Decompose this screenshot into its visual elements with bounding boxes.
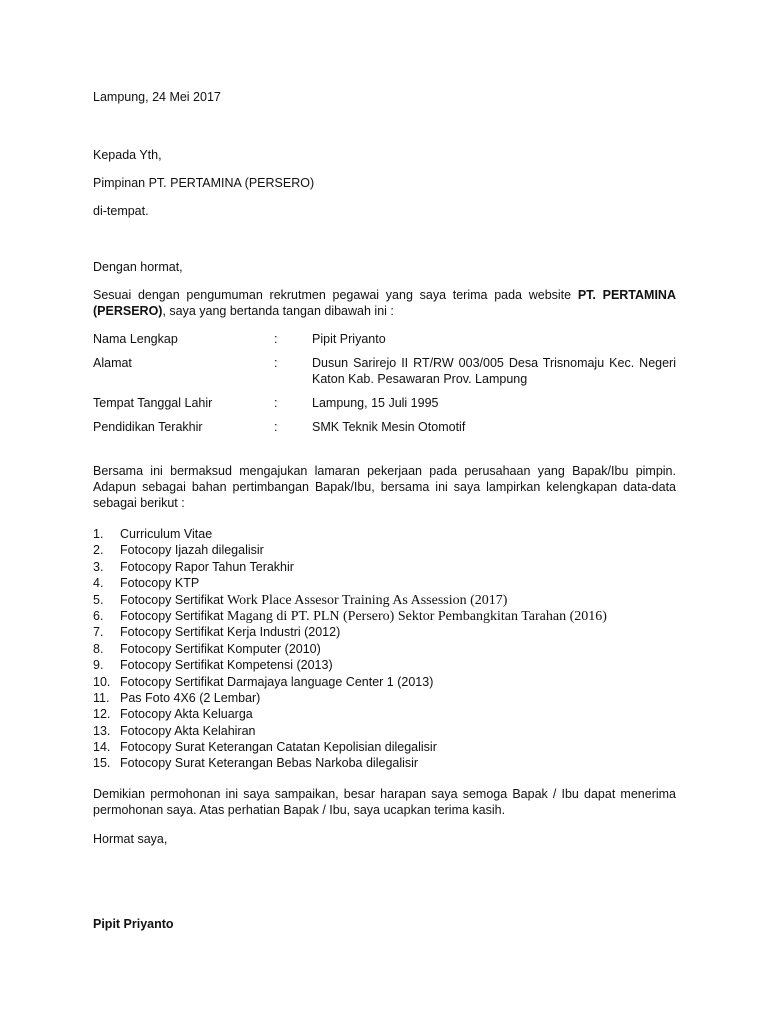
list-item-text <box>120 690 260 706</box>
list-item-text <box>120 624 340 640</box>
list-item-text <box>120 575 199 591</box>
closing-paragraph: Demikian permohonan ini saya sampaikan, besar harapan saya semoga Bapak / Ibu dapat menerima permohonan saya. Atas perhatian Bapak / Ibu, saya ucapkan terima kasih. <box>93 787 676 817</box>
list-item-text <box>120 542 264 558</box>
identity-colon: : <box>274 396 278 410</box>
list-item-number: 14. <box>93 740 111 755</box>
list-item <box>93 575 693 591</box>
intro-text-after: , saya yang bertanda tangan dibawah ini : <box>162 304 394 318</box>
intro-company: PT. PERTAMINA (PERSERO) <box>93 288 676 318</box>
body-paragraph: Bersama ini bermaksud mengajukan lamaran pekerjaan pada perusahaan yang Bapak/Ibu pimpin. Adapun sebagai bahan pertimbangan Bapak/Ibu, bersama ini saya lampirkan kelengkapan data-data sebagai berikut : <box>93 464 676 510</box>
list-item <box>93 706 693 722</box>
list-item <box>93 608 693 624</box>
list-item-number: 4. <box>93 576 104 591</box>
list-item-number: 10. <box>93 674 111 689</box>
recipient-addressee: Pimpinan PT. PERTAMINA (PERSERO) <box>93 176 315 190</box>
identity-label: Pendidikan Terakhir <box>93 420 203 434</box>
recipient-greeting: Kepada Yth, <box>93 148 162 162</box>
attachment-list <box>93 526 693 772</box>
intro-text-before: Sesuai dengan pengumuman rekrutmen pegawai yang saya terima pada website <box>93 288 578 302</box>
list-item-extra: Magang di PT. PLN (Persero) Sektor Pembangkitan Tarahan (2016) <box>227 608 607 624</box>
list-item-number: 11. <box>93 690 110 705</box>
signature-name: Pipit Priyanto <box>93 917 174 931</box>
list-item-number: 12. <box>93 707 111 722</box>
list-item-number: 13. <box>93 723 111 738</box>
list-item-number: 15. <box>93 756 111 771</box>
list-item-number: 7. <box>93 625 104 640</box>
list-item-label: Fotocopy Sertifikat Kerja Industri (2012) <box>120 625 341 640</box>
list-item <box>93 739 693 755</box>
list-item-label: Fotocopy Sertifikat <box>120 592 227 607</box>
list-item-text <box>120 739 437 755</box>
list-item-number: 6. <box>93 608 104 623</box>
list-item-text <box>120 723 256 739</box>
recipient-place: di-tempat. <box>93 204 149 218</box>
list-item-text <box>120 641 321 657</box>
list-item-label: Fotocopy Surat Keterangan Catatan Kepolisian dilegalisir <box>120 740 437 755</box>
list-item-label: Fotocopy Ijazah dilegalisir <box>120 543 264 558</box>
list-item <box>93 755 693 771</box>
list-item-text <box>120 706 253 722</box>
list-item-text <box>120 592 507 609</box>
list-item-label: Fotocopy Sertifikat Komputer (2010) <box>120 641 321 656</box>
intro-paragraph <box>93 287 676 319</box>
identity-colon: : <box>274 332 278 346</box>
identity-value: SMK Teknik Mesin Otomotif <box>312 420 466 434</box>
list-item-text <box>120 559 294 575</box>
list-item-number: 2. <box>93 543 104 558</box>
list-item-label: Fotocopy Akta Keluarga <box>120 707 253 722</box>
list-item-label: Fotocopy Sertifikat <box>120 608 227 623</box>
identity-label: Nama Lengkap <box>93 332 178 346</box>
list-item-number: 8. <box>93 641 104 656</box>
identity-label: Alamat <box>93 356 132 370</box>
list-item-label: Fotocopy Akta Kelahiran <box>120 723 256 738</box>
regards: Hormat saya, <box>93 832 168 846</box>
salutation: Dengan hormat, <box>93 260 183 274</box>
list-item-number: 1. <box>93 527 104 541</box>
list-item-number: 9. <box>93 658 104 673</box>
list-item-text <box>120 657 333 673</box>
identity-colon: : <box>274 420 278 434</box>
list-item <box>93 690 693 706</box>
identity-value: Pipit Priyanto <box>312 332 386 346</box>
list-item-extra: Work Place Assesor Training As Assession (2017) <box>227 592 508 608</box>
identity-value: Dusun Sarirejo II RT/RW 003/005 Desa Trisnomaju Kec. Negeri Katon Kab. Pesawaran Prov. Lampung <box>312 356 676 386</box>
identity-label: Tempat Tanggal Lahir <box>93 396 213 410</box>
list-item-label: Curriculum Vitae <box>120 527 213 541</box>
list-item <box>93 674 693 690</box>
list-item-text <box>120 755 418 771</box>
list-item-number: 5. <box>93 592 104 607</box>
letter-date: Lampung, 24 Mei 2017 <box>93 90 221 104</box>
list-item-text <box>120 608 607 625</box>
identity-value: Lampung, 15 Juli 1995 <box>312 396 439 410</box>
list-item <box>93 559 693 575</box>
list-item-label: Fotocopy KTP <box>120 576 200 591</box>
list-item <box>93 723 693 739</box>
list-item-label: Fotocopy Rapor Tahun Terakhir <box>120 559 294 574</box>
list-item <box>93 624 693 640</box>
list-item <box>93 657 693 673</box>
list-item <box>93 641 693 657</box>
list-item-number: 3. <box>93 559 104 574</box>
list-item-text <box>120 526 212 542</box>
list-item-label: Fotocopy Sertifikat Kompetensi (2013) <box>120 658 333 673</box>
identity-colon: : <box>274 356 278 370</box>
list-item <box>93 526 693 542</box>
list-item-label: Fotocopy Sertifikat Darmajaya language Center 1 (2013) <box>120 674 434 689</box>
list-item <box>93 542 693 558</box>
list-item <box>93 592 693 608</box>
list-item-label: Pas Foto 4X6 (2 Lembar) <box>120 690 261 705</box>
list-item-text <box>120 674 433 690</box>
list-item-label: Fotocopy Surat Keterangan Bebas Narkoba dilegalisir <box>120 756 419 771</box>
